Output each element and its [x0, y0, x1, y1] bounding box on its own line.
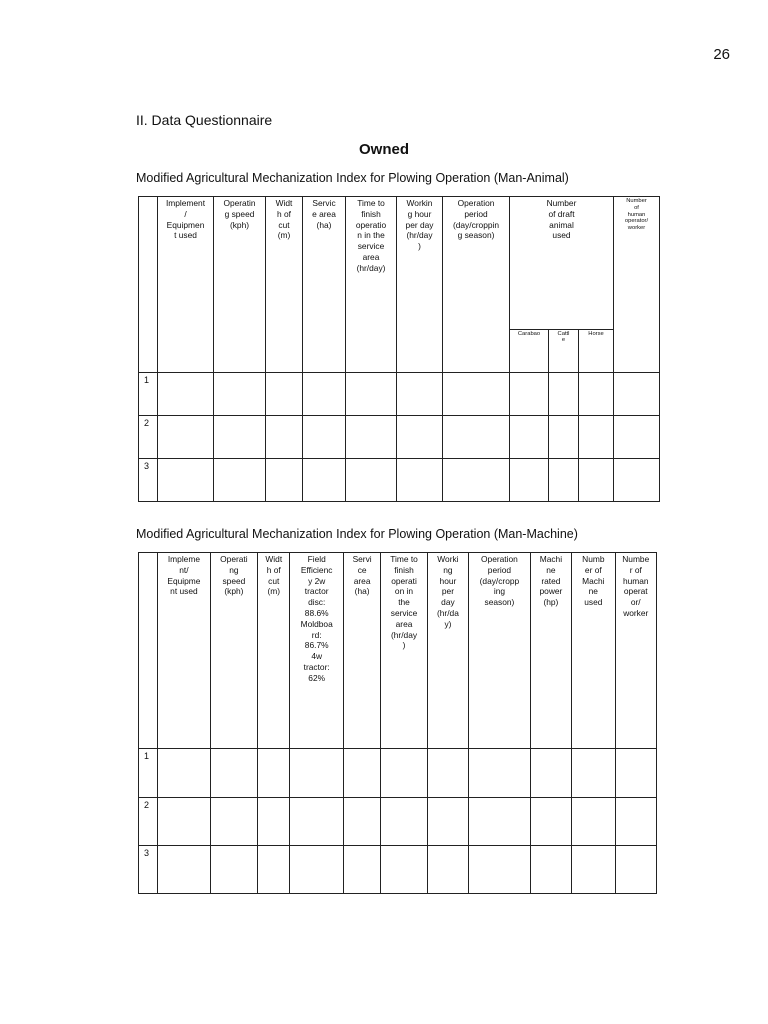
input-cell[interactable]	[214, 373, 266, 416]
header-machine-power: Machi ne rated power (hp)	[530, 553, 571, 749]
row-number: 1	[139, 749, 158, 798]
table-row	[139, 798, 657, 846]
row-number-header	[139, 197, 158, 373]
input-cell[interactable]	[427, 749, 468, 798]
input-cell[interactable]	[397, 373, 443, 416]
subtitle-owned: Owned	[358, 141, 409, 158]
table1-caption: Modified Agricultural Mechanization Index for Plowing Operation (Man-Animal)	[136, 171, 569, 185]
input-cell[interactable]	[443, 459, 510, 502]
header-time-to-finish: Time to finish operatio n in the service area (hr/day)	[346, 197, 397, 373]
header-draft-animals: Number of draft animal used	[510, 197, 614, 330]
input-cell[interactable]	[469, 798, 531, 846]
input-cell[interactable]	[530, 846, 571, 894]
input-cell[interactable]	[266, 459, 303, 502]
input-cell[interactable]	[290, 798, 344, 846]
row-number: 2	[139, 416, 158, 459]
table2-caption: Modified Agricultural Mechanization Index for Plowing Operation (Man-Machine)	[136, 527, 578, 541]
input-cell[interactable]	[469, 749, 531, 798]
input-cell[interactable]	[530, 749, 571, 798]
row-number: 3	[139, 459, 158, 502]
input-cell[interactable]	[427, 846, 468, 894]
input-cell[interactable]	[572, 749, 615, 798]
header-human-operator: Number of human operator/ worker	[614, 197, 660, 373]
input-cell[interactable]	[214, 416, 266, 459]
header-service-area: Servic e area (ha)	[303, 197, 346, 373]
input-cell[interactable]	[343, 749, 380, 798]
table-row	[139, 846, 657, 894]
input-cell[interactable]	[614, 416, 660, 459]
input-cell[interactable]	[381, 846, 427, 894]
input-cell[interactable]	[579, 459, 614, 502]
input-cell[interactable]	[381, 798, 427, 846]
subheader-cattle: Cattl e	[549, 330, 579, 373]
subheader-carabao: Carabao	[510, 330, 549, 373]
table-row	[139, 373, 660, 416]
input-cell[interactable]	[427, 798, 468, 846]
input-cell[interactable]	[158, 459, 214, 502]
input-cell[interactable]	[290, 846, 344, 894]
table-row	[139, 749, 657, 798]
man-animal-table	[138, 196, 660, 502]
header-field-efficiency: Field Efficienc y 2w tractor disc: 88.6% Moldboa rd: 86.7% 4w tractor: 62%	[290, 553, 344, 749]
input-cell[interactable]	[210, 749, 257, 798]
input-cell[interactable]	[303, 416, 346, 459]
input-cell[interactable]	[510, 373, 549, 416]
input-cell[interactable]	[266, 373, 303, 416]
header-operation-period: Operation period (day/cropp ing season)	[469, 553, 531, 749]
input-cell[interactable]	[158, 416, 214, 459]
row-number: 2	[139, 798, 158, 846]
input-cell[interactable]	[615, 798, 656, 846]
input-cell[interactable]	[510, 416, 549, 459]
header-operating-speed: Operati ng speed (kph)	[210, 553, 257, 749]
input-cell[interactable]	[530, 798, 571, 846]
input-cell[interactable]	[346, 416, 397, 459]
header-time-to-finish: Time to finish operati on in the service area (hr/day )	[381, 553, 427, 749]
man-machine-table	[138, 552, 657, 894]
input-cell[interactable]	[469, 846, 531, 894]
header-operating-speed: Operatin g speed (kph)	[214, 197, 266, 373]
input-cell[interactable]	[290, 749, 344, 798]
input-cell[interactable]	[510, 459, 549, 502]
input-cell[interactable]	[303, 459, 346, 502]
input-cell[interactable]	[266, 416, 303, 459]
input-cell[interactable]	[579, 373, 614, 416]
input-cell[interactable]	[346, 373, 397, 416]
row-number-header	[139, 553, 158, 749]
input-cell[interactable]	[397, 416, 443, 459]
header-working-hour: Worki ng hour per day (hr/da y)	[427, 553, 468, 749]
input-cell[interactable]	[158, 846, 211, 894]
input-cell[interactable]	[258, 846, 290, 894]
input-cell[interactable]	[158, 798, 211, 846]
input-cell[interactable]	[210, 846, 257, 894]
input-cell[interactable]	[343, 846, 380, 894]
header-human-operator: Numbe r of human operat or/ worker	[615, 553, 656, 749]
header-number-of-machines: Numb er of Machi ne used	[572, 553, 615, 749]
input-cell[interactable]	[343, 798, 380, 846]
row-number: 1	[139, 373, 158, 416]
header-implement: Impleme nt/ Equipme nt used	[158, 553, 211, 749]
input-cell[interactable]	[258, 798, 290, 846]
input-cell[interactable]	[158, 749, 211, 798]
input-cell[interactable]	[210, 798, 257, 846]
input-cell[interactable]	[158, 373, 214, 416]
table-row	[139, 459, 660, 502]
input-cell[interactable]	[443, 373, 510, 416]
input-cell[interactable]	[303, 373, 346, 416]
input-cell[interactable]	[614, 459, 660, 502]
input-cell[interactable]	[549, 416, 579, 459]
input-cell[interactable]	[258, 749, 290, 798]
header-width-of-cut: Widt h of cut (m)	[266, 197, 303, 373]
input-cell[interactable]	[214, 459, 266, 502]
input-cell[interactable]	[397, 459, 443, 502]
header-service-area: Servi ce area (ha)	[343, 553, 380, 749]
input-cell[interactable]	[572, 846, 615, 894]
table-row	[139, 416, 660, 459]
input-cell[interactable]	[615, 749, 656, 798]
page-number: 26	[713, 46, 730, 63]
row-number: 3	[139, 846, 158, 894]
input-cell[interactable]	[346, 459, 397, 502]
input-cell[interactable]	[381, 749, 427, 798]
section-title: II. Data Questionnaire	[136, 112, 273, 128]
header-operation-period: Operation period (day/croppin g season)	[443, 197, 510, 373]
header-width-of-cut: Widt h of cut (m)	[258, 553, 290, 749]
input-cell[interactable]	[572, 798, 615, 846]
input-cell[interactable]	[615, 846, 656, 894]
header-working-hour: Workin g hour per day (hr/day )	[397, 197, 443, 373]
subheader-horse: Horse	[579, 330, 614, 373]
input-cell[interactable]	[614, 373, 660, 416]
input-cell[interactable]	[549, 373, 579, 416]
input-cell[interactable]	[443, 416, 510, 459]
input-cell[interactable]	[549, 459, 579, 502]
input-cell[interactable]	[579, 416, 614, 459]
header-implement: Implement / Equipmen t used	[158, 197, 214, 373]
